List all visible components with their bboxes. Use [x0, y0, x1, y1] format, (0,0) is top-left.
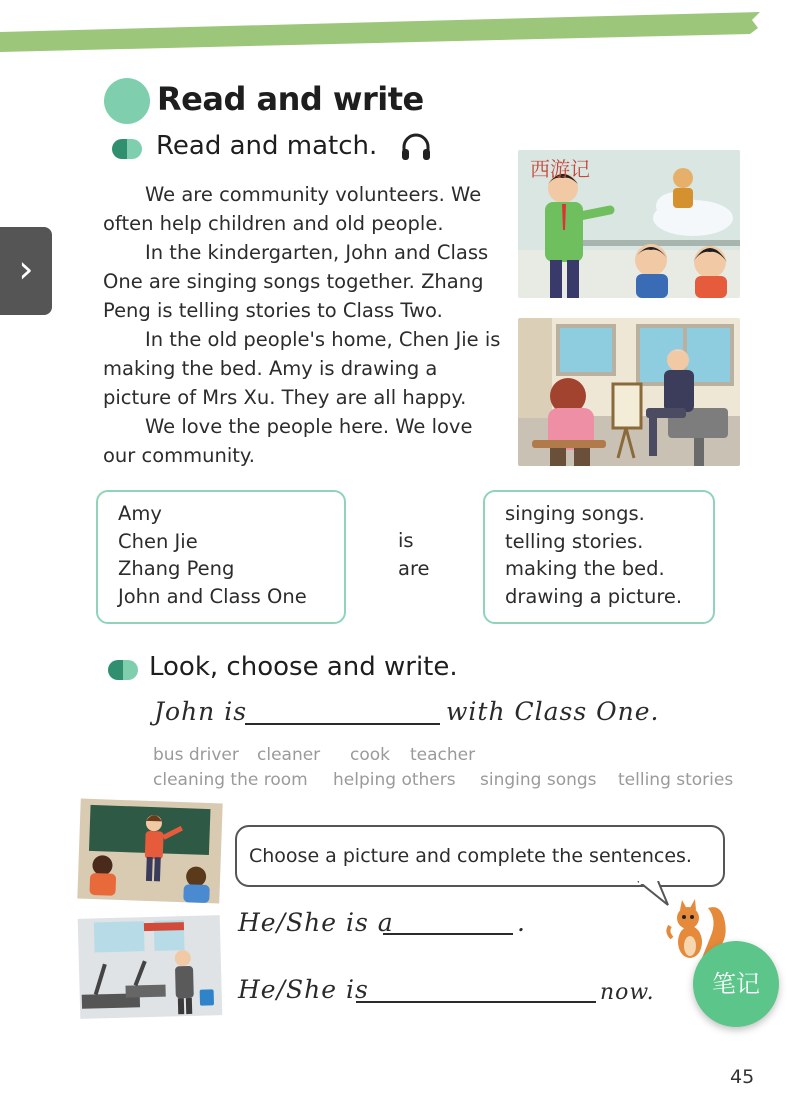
match-name[interactable]: Chen Jie	[118, 529, 198, 553]
section-title: Read and write	[157, 80, 424, 118]
example-sentence-start: John is	[154, 697, 248, 726]
match-name[interactable]: Amy	[118, 502, 162, 525]
match-action[interactable]: drawing a picture.	[505, 584, 683, 608]
match-name[interactable]: Zhang Peng	[118, 557, 235, 580]
word-bank-item[interactable]: cook	[350, 745, 390, 765]
page-number: 45	[730, 1066, 755, 1088]
verb-column	[398, 527, 430, 583]
read-and-match-heading: Read and match.	[156, 131, 378, 161]
sentence2-start: He/She is	[238, 975, 369, 1004]
sentence1-blank-line[interactable]	[383, 933, 513, 935]
names-box	[96, 490, 346, 624]
section-marker-icon	[104, 78, 150, 124]
actions-box	[483, 490, 715, 624]
word-bank-item[interactable]: bus driver	[153, 745, 239, 765]
headphones-icon[interactable]	[400, 132, 432, 162]
example-blank-line[interactable]	[245, 723, 440, 725]
paragraph: We love the people here. We love our community.	[103, 415, 473, 467]
match-action[interactable]: making the bed.	[505, 557, 665, 580]
word-bank-item[interactable]: cleaning the room	[153, 770, 308, 790]
blackboard-text: 西游记	[530, 157, 590, 181]
match-name[interactable]: John and Class One	[118, 584, 307, 608]
word-bank-item[interactable]: cleaner	[257, 745, 321, 765]
match-action[interactable]: telling stories.	[505, 529, 644, 553]
match-verb[interactable]: are	[398, 557, 430, 580]
word-bank-item[interactable]: singing songs	[480, 770, 597, 790]
bullet-icon	[112, 139, 142, 159]
word-bank-item[interactable]: telling stories	[618, 770, 734, 790]
instruction-bubble: Choose a picture and complete the sentences.	[235, 825, 725, 887]
reading-passage	[103, 180, 503, 470]
top-banner	[0, 0, 800, 70]
paragraph: In the kindergarten, John and Class One are singing songs together. Zhang Peng is telling stories to Class Two.	[103, 241, 489, 322]
teacher-picture	[73, 794, 227, 907]
sentence2-end: now.	[600, 980, 655, 1005]
look-choose-write-heading: Look, choose and write.	[149, 652, 458, 682]
cleaner-picture	[74, 911, 227, 1023]
next-page-arrow-icon[interactable]: ›	[0, 227, 52, 315]
match-action[interactable]: singing songs.	[505, 502, 645, 525]
sentence2-blank-line[interactable]	[356, 1001, 596, 1003]
storytelling-picture	[518, 150, 740, 298]
word-bank-item[interactable]: helping others	[333, 770, 456, 790]
sentence1-start: He/She is a	[238, 908, 394, 937]
paragraph: We are community volunteers. We often help children and old people.	[103, 183, 482, 235]
drawing-picture	[518, 318, 740, 466]
word-bank-item[interactable]: teacher	[410, 745, 476, 765]
match-verb[interactable]: is	[398, 529, 414, 552]
notes-button[interactable]: 笔记	[693, 941, 779, 1027]
paragraph: In the old people's home, Chen Jie is making the bed. Amy is drawing a picture of Mrs Xu. They are all happy.	[103, 328, 501, 409]
sentence1-end: .	[517, 908, 526, 937]
example-sentence-end: with Class One.	[446, 697, 660, 726]
bullet-icon	[108, 660, 138, 680]
